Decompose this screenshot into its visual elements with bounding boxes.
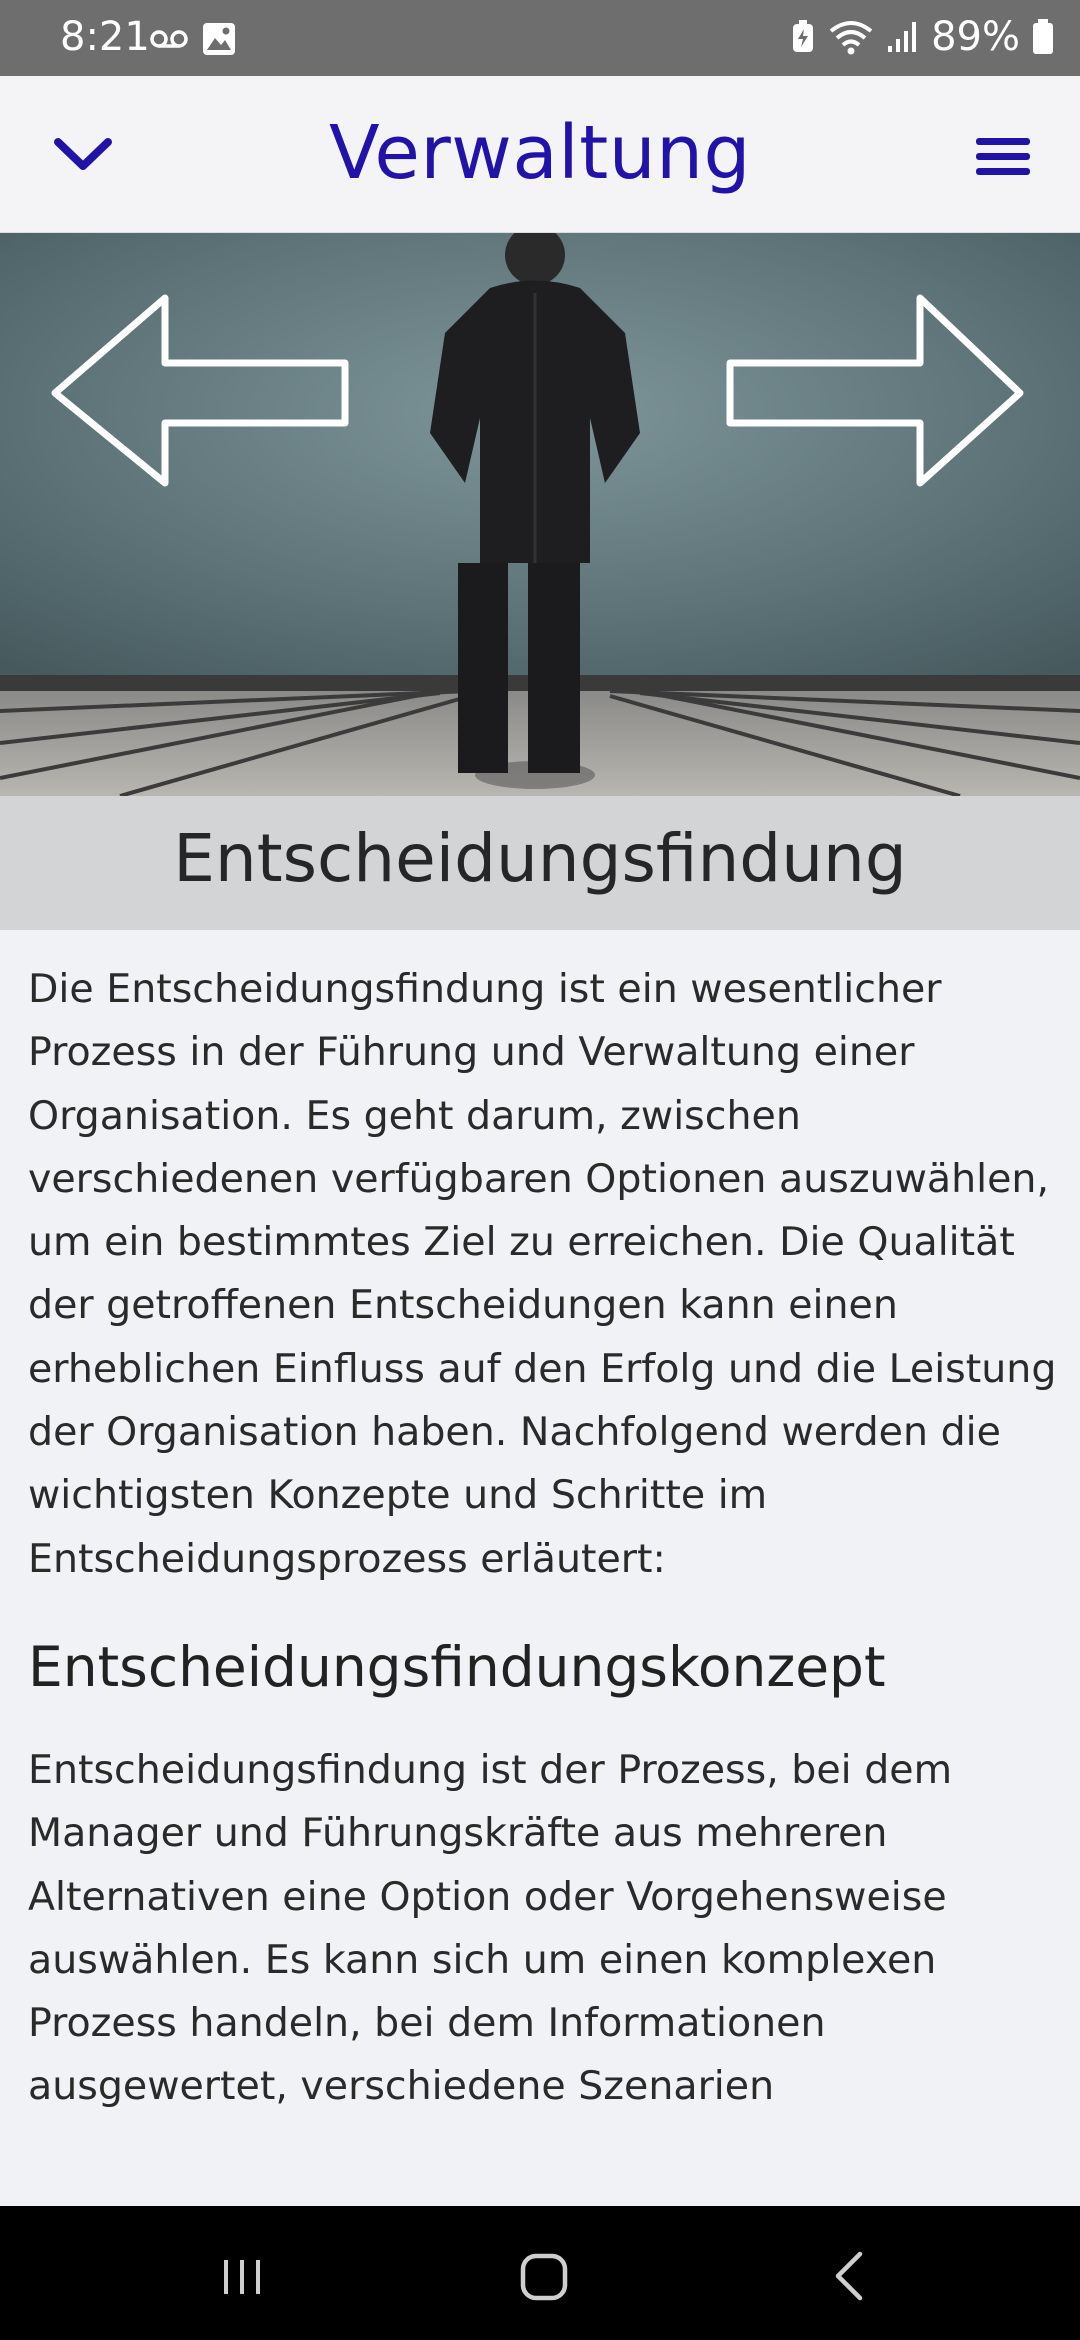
subheading: Entscheidungsfindungskonzept <box>28 1634 886 1699</box>
recent-apps-button[interactable] <box>212 2246 272 2306</box>
hamburger-menu-icon <box>972 134 1034 178</box>
home-button[interactable] <box>515 2246 575 2306</box>
wifi-icon <box>827 19 875 55</box>
status-icons-left <box>150 22 236 56</box>
app-header <box>0 76 1080 234</box>
recent-apps-icon <box>212 2246 272 2306</box>
image-icon <box>202 22 236 56</box>
battery-icon <box>1032 19 1054 55</box>
battery-percent: 89% <box>931 14 1020 60</box>
status-time: 8:21 <box>60 14 150 60</box>
home-icon <box>515 2246 575 2306</box>
menu-button[interactable] <box>972 134 1034 178</box>
article-content <box>28 958 1058 2119</box>
body-paragraph: Entscheidungsfindung ist der Prozess, bei dem Manager und Führungskräfte aus mehreren Alternativen eine Option oder Vorgehensweise auswählen. Es kann sich um einen komplexen Prozess handeln, bei dem Informationen ausgewertet, verschiedene Szenarien <box>28 1746 953 2110</box>
back-icon <box>818 2246 878 2306</box>
voicemail-icon <box>150 28 188 50</box>
battery-saver-icon <box>791 20 815 54</box>
back-button[interactable] <box>818 2246 878 2306</box>
status-bar <box>0 0 1080 76</box>
section-header <box>0 796 1080 930</box>
section-title: Entscheidungsfindung <box>173 820 907 897</box>
intro-paragraph: Die Entscheidungsfindung ist ein wesentlicher Prozess in der Führung und Verwaltung einer Organisation. Es geht darum, zwischen verschiedenen verfügbaren Optionen auszuwählen, um ein bestimmtes Ziel zu erreichen. Die Qualität der getroffenen Entscheidungen kann einen erheblichen Einfluss auf den Erfolg und die Leistung der Organisation haben. Nachfolgend werden die wichtigsten Konzepte und Schritte im Entscheidungsprozess erläutert: <box>28 966 1057 1582</box>
status-icons-right <box>791 14 1054 60</box>
system-nav-bar <box>0 2206 1080 2340</box>
hero-image <box>0 233 1080 796</box>
page-title: Verwaltung <box>328 110 752 196</box>
signal-icon <box>887 20 919 54</box>
